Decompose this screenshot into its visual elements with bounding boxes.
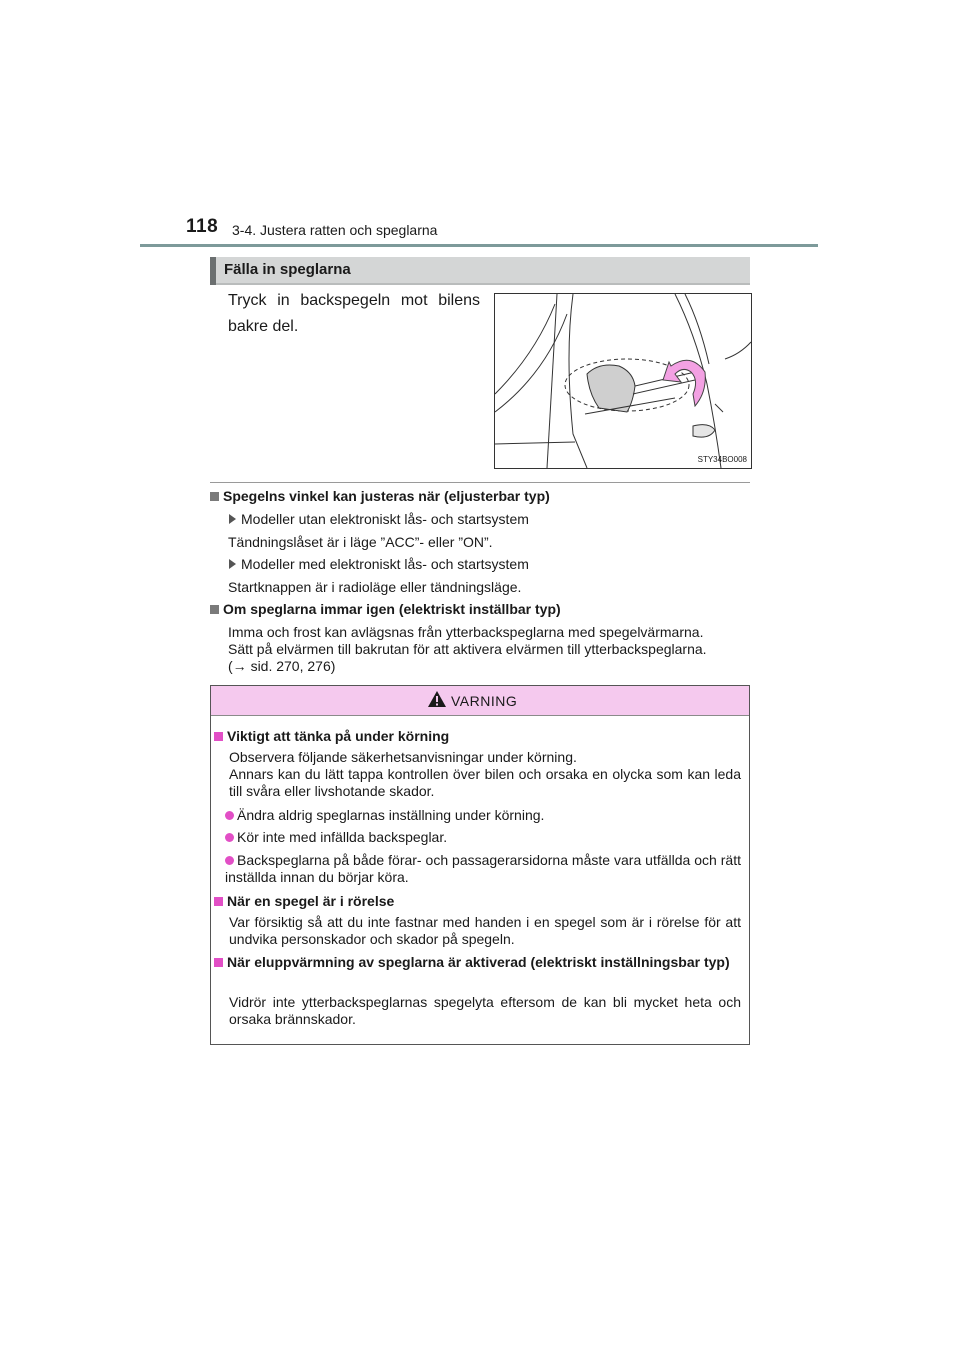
note-defog-body: Imma och frost kan avlägsnas från ytterbackspeglarna med spegelvärmarna. Sätt på elvärmen till bakrutan för att aktivera elvärmen till ytterbackspeglarna. (→ sid. 270, 276) bbox=[228, 624, 750, 675]
warning-bullet: Kör inte med infällda backspeglar. bbox=[225, 829, 447, 846]
dot-bullet-icon bbox=[225, 811, 234, 820]
note-text-ignition: Tändningslåset är i läge ”ACC”- eller ”ON”. bbox=[228, 534, 493, 550]
dot-bullet-icon bbox=[225, 833, 234, 842]
section-divider bbox=[210, 482, 750, 483]
note-heading-mirror-angle: Spegelns vinkel kan justeras när (eljusterbar typ) bbox=[210, 488, 550, 505]
square-bullet-icon bbox=[214, 732, 223, 741]
warning-heading-driving: Viktigt att tänka på under körning bbox=[214, 728, 449, 745]
dot-bullet-icon bbox=[225, 856, 234, 865]
square-bullet-icon bbox=[210, 605, 219, 614]
square-bullet-icon bbox=[214, 958, 223, 967]
section-title: Fälla in speglarna bbox=[224, 261, 351, 278]
note-sublabel-without-smart-key: Modeller utan elektroniskt lås- och startsystem bbox=[229, 511, 529, 528]
mirror-folding-illustration bbox=[494, 293, 752, 469]
illustration-code: STY34BO008 bbox=[697, 455, 747, 464]
square-bullet-icon bbox=[214, 897, 223, 906]
section-title-bar bbox=[210, 257, 750, 285]
warning-heading-moving-mirror: När en spegel är i rörelse bbox=[214, 893, 394, 910]
triangle-bullet-icon bbox=[229, 559, 236, 569]
header-rule bbox=[140, 244, 818, 247]
warning-box bbox=[210, 685, 750, 1045]
note-text-start-button: Startknappen är i radioläge eller tändningsläge. bbox=[228, 579, 522, 595]
square-bullet-icon bbox=[210, 492, 219, 501]
mirror-drawing bbox=[495, 294, 751, 468]
warning-driving-line1: Observera följande säkerhetsanvisningar under körning. bbox=[229, 749, 577, 765]
chapter-title: 3-4. Justera ratten och speglarna bbox=[232, 222, 438, 238]
note-sublabel-with-smart-key: Modeller med elektroniskt lås- och startsystem bbox=[229, 556, 529, 573]
warning-bullet: Backspeglarna på både förar- och passagerarsidorna måste vara utfällda och rätt inställda innan du börjar köra. bbox=[225, 852, 741, 885]
section-intro: Tryck in backspegeln mot bilens bakre del. bbox=[228, 292, 480, 335]
warning-icon bbox=[428, 691, 446, 707]
warning-header bbox=[211, 686, 749, 716]
note-heading-mirror-defog: Om speglarna immar igen (elektriskt inställbar typ) bbox=[210, 601, 561, 618]
page-reference: (→ sid. 270, 276) bbox=[228, 658, 336, 674]
triangle-bullet-icon bbox=[229, 514, 236, 524]
arrow-right-icon: → bbox=[232, 658, 247, 674]
warning-driving-line2: Annars kan du lätt tappa kontrollen över bilen och orsaka en olycka som kan leda till svåra eller livshotande skador. bbox=[229, 766, 741, 799]
section-title-marker bbox=[210, 257, 216, 285]
warning-label: VARNING bbox=[451, 693, 518, 709]
warning-heater-text: Vidrör inte ytterbackspeglarnas spegelyta eftersom de kan bli mycket heta och orsaka brännskador. bbox=[229, 994, 741, 1027]
warning-bullet: Ändra aldrig speglarnas inställning under körning. bbox=[225, 807, 544, 824]
page-number: 118 bbox=[186, 216, 219, 237]
warning-heading-heater: När eluppvärmning av speglarna är aktiverad (elektriskt inställningsbar typ) bbox=[214, 954, 759, 971]
warning-moving-mirror-text: Var försiktig så att du inte fastnar med handen i en spegel som är i rörelse för att undvika personskador och skador på spegeln. bbox=[229, 914, 741, 947]
